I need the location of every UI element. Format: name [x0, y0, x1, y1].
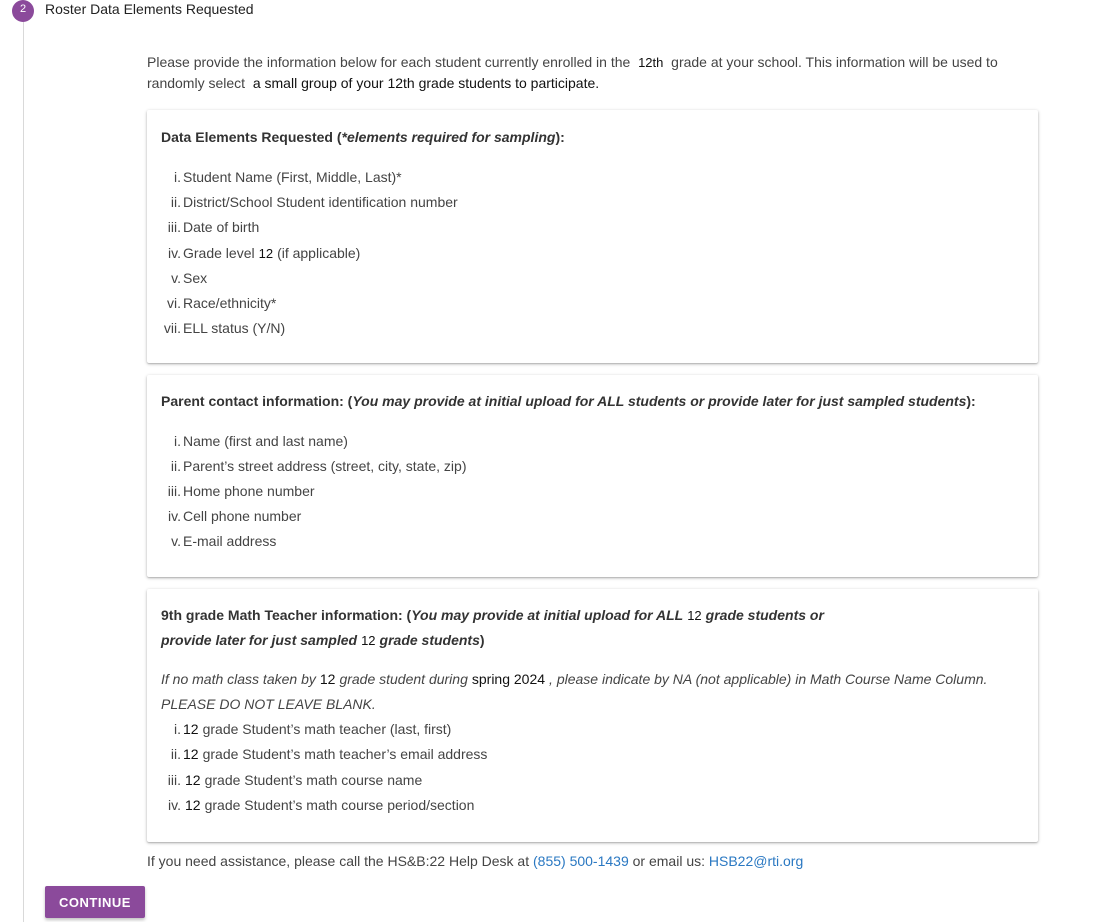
help-phone-link[interactable]: (855) 500-1439	[533, 853, 629, 869]
list-item: i. Name (first and last name)	[174, 433, 348, 449]
list-item: i. Student Name (First, Middle, Last)*	[174, 169, 402, 185]
list-item: iv. Cell phone number	[168, 508, 302, 524]
list-item: iv. Grade level 12 (if applicable)	[168, 244, 361, 261]
list-item: i. 12 grade Student’s math teacher (last, first)	[174, 721, 452, 737]
step-number-badge: 2	[12, 0, 34, 22]
list-item: ii. District/School Student identification number	[170, 194, 458, 211]
list-item: iii. Date of birth	[167, 219, 260, 236]
data-elements-list	[161, 165, 458, 341]
help-email-link[interactable]: HSB22@rti.org	[708, 853, 804, 869]
list-item: ii. 12 grade Student’s math teacher’s email address	[170, 746, 488, 763]
parent-contact-card	[147, 375, 1038, 577]
list-item: ii. Parent’s street address (street, city, state, zip)	[170, 458, 467, 474]
step-connector-line	[23, 22, 24, 922]
list-item: vii. ELL status (Y/N)	[163, 320, 286, 337]
continue-button[interactable]: CONTINUE	[45, 886, 145, 918]
list-item: vi. Race/ethnicity*	[167, 295, 277, 312]
math-teacher-card	[147, 589, 1038, 842]
parent-contact-list	[161, 429, 466, 554]
list-item: v. E-mail address	[171, 533, 277, 549]
help-desk-text: If you need assistance, please call the HS&B:22 Help Desk at (855) 500-1439 or email us: HSB22@rti.org	[147, 853, 804, 869]
data-elements-card	[147, 110, 1038, 363]
list-item: iii. 12 grade Student’s math course name	[167, 771, 423, 788]
intro-grade: 12th	[638, 55, 664, 70]
list-item: iv. 12 grade Student’s math course period/section	[168, 796, 475, 813]
card-title: Parent contact information: (You may provide at initial upload for ALL students or provide later for just sampled students):	[161, 393, 976, 409]
math-note: If no math class taken by 12 grade student during spring 2024 , please indicate by NA (not applicable) in Math Course Name Column. PLEASE DO NOT LEAVE BLANK.	[161, 671, 988, 712]
list-item: v. Sex	[171, 269, 208, 286]
list-item: iii. Home phone number	[167, 483, 315, 499]
math-teacher-list	[161, 717, 487, 818]
card-title: Data Elements Requested (*elements required for sampling):	[161, 129, 565, 145]
card-title: 9th grade Math Teacher information: (You may provide at initial upload for ALL 12 grade students or provide later for just sampled 12 grade students)	[161, 607, 824, 648]
intro-paragraph: Please provide the information below for each student currently enrolled in the 12th grade at your school. This information will be used to randomly select a small group of your 12th grade students to participate.	[147, 54, 998, 91]
step-title: Roster Data Elements Requested	[45, 1, 254, 17]
